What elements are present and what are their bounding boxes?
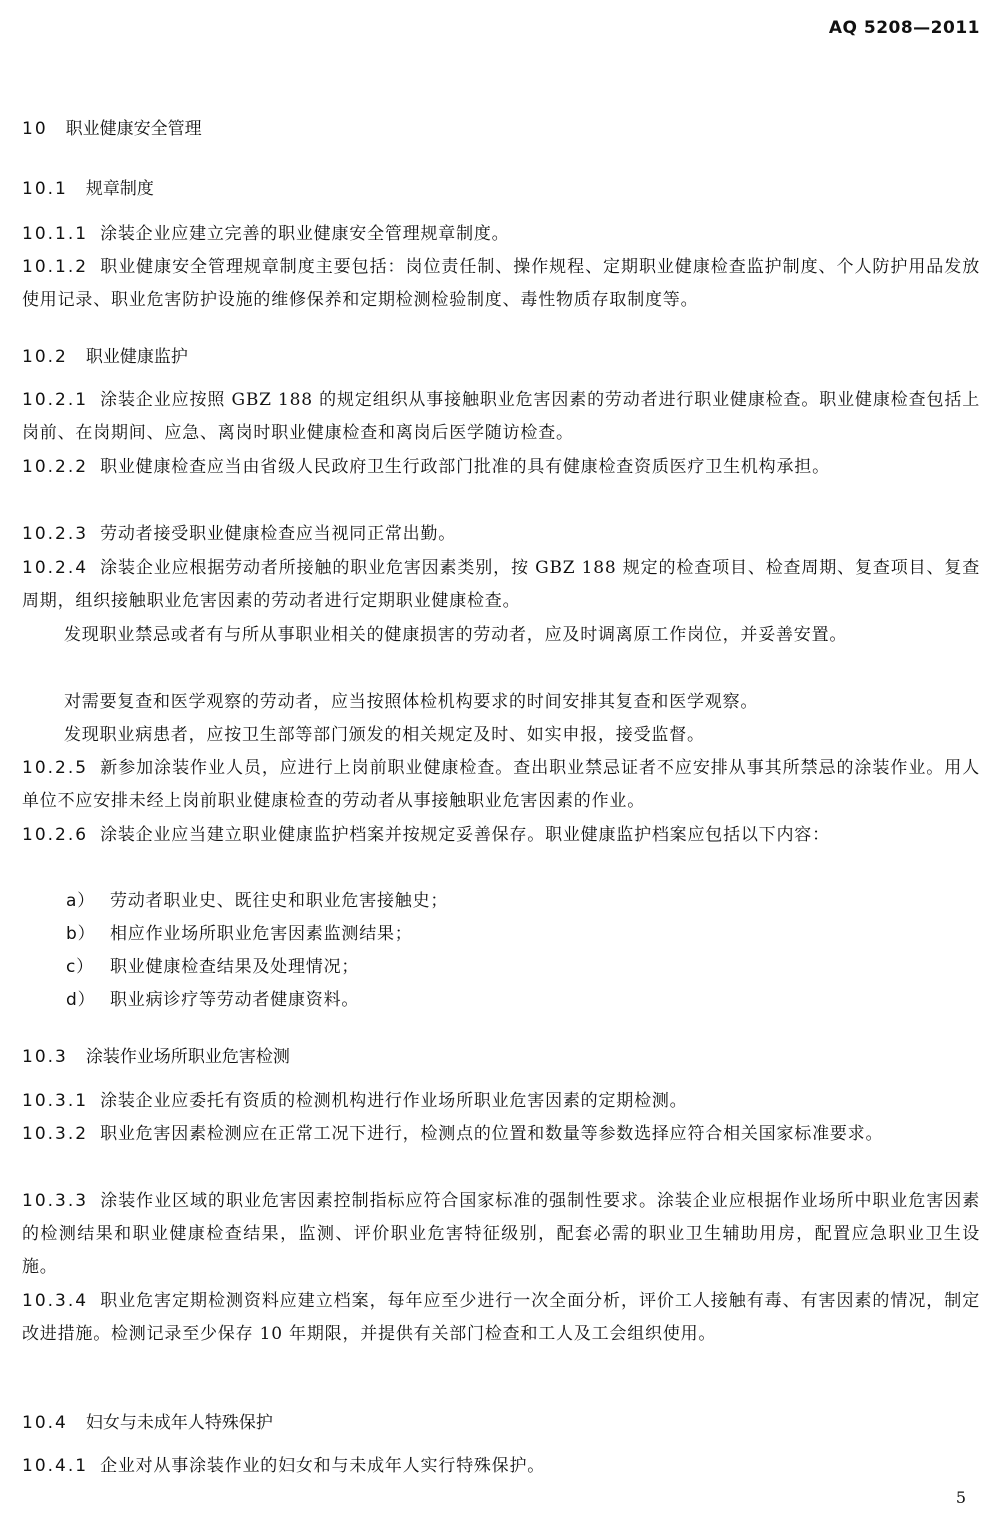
clause-10-2-1 bbox=[22, 384, 980, 450]
clause-number: 10.2.5 bbox=[22, 758, 89, 778]
page-number: 5 bbox=[955, 1488, 966, 1507]
clause-number: 10.2.2 bbox=[22, 457, 89, 477]
section-heading-10-1 bbox=[22, 174, 154, 199]
clause-10-3-4 bbox=[22, 1285, 980, 1351]
list-text: 相应作业场所职业危害因素监测结果； bbox=[110, 924, 413, 944]
clause-10-2-4-para-a: 发现职业禁忌或者有与所从事职业相关的健康损害的劳动者，应及时调离原工作岗位，并妥善安置。 bbox=[64, 625, 848, 645]
list-marker: b） bbox=[66, 924, 96, 944]
list-item bbox=[66, 918, 413, 951]
clause-number: 10.2.1 bbox=[22, 390, 89, 410]
section-heading-10 bbox=[22, 114, 202, 139]
section-heading-10-2 bbox=[22, 342, 188, 367]
section-title: 涂装作业场所职业危害检测 bbox=[85, 1047, 290, 1067]
clause-text: 职业危害因素检测应在正常工况下进行，检测点的位置和数量等参数选择应符合相关国家标准要求。 bbox=[100, 1124, 884, 1144]
list-marker: a） bbox=[66, 891, 96, 911]
clause-number: 10.1.2 bbox=[22, 257, 89, 277]
section-title: 规章制度 bbox=[85, 179, 154, 199]
clause-10-3-3 bbox=[22, 1185, 980, 1284]
section-title: 职业健康安全管理 bbox=[65, 119, 202, 139]
clause-number: 10.2.3 bbox=[22, 524, 89, 544]
clause-10-2-4-para-c: 发现职业病患者，应按卫生部等部门颁发的相关规定及时、如实申报，接受监督。 bbox=[64, 725, 705, 745]
clause-number: 10.2.4 bbox=[22, 558, 89, 578]
clause-number: 10.1.1 bbox=[22, 224, 89, 244]
clause-text: 涂装企业应建立完善的职业健康安全管理规章制度。 bbox=[100, 224, 510, 244]
clause-text: 职业健康安全管理规章制度主要包括：岗位责任制、操作规程、定期职业健康检查监护制度、个人防护用品发放使用记录、职业危害防护设施的维修保养和定期检测检验制度、毒性物质存取制度等。 bbox=[22, 257, 980, 310]
section-number: 10 bbox=[22, 119, 48, 139]
section-heading-10-4 bbox=[22, 1408, 273, 1433]
clause-10-1-2 bbox=[22, 251, 980, 317]
clause-10-2-2 bbox=[22, 451, 980, 484]
clause-text: 涂装企业应当建立职业健康监护档案并按规定妥善保存。职业健康监护档案应包括以下内容： bbox=[100, 825, 830, 845]
clause-10-3-2 bbox=[22, 1118, 980, 1151]
section-title: 职业健康监护 bbox=[85, 347, 188, 367]
clause-10-1-1 bbox=[22, 218, 980, 251]
clause-10-4-1 bbox=[22, 1450, 980, 1483]
clause-text: 涂装企业应按照 GBZ 188 的规定组织从事接触职业危害因素的劳动者进行职业健康检查。职业健康检查包括上岗前、在岗期间、应急、离岗时职业健康检查和离岗后医学随访检查。 bbox=[22, 390, 980, 443]
clause-text: 涂装企业应委托有资质的检测机构进行作业场所职业危害因素的定期检测。 bbox=[100, 1091, 688, 1111]
list-item bbox=[66, 885, 448, 918]
clause-number: 10.3.3 bbox=[22, 1191, 89, 1211]
section-number: 10.2 bbox=[22, 347, 68, 367]
clause-10-2-4 bbox=[22, 552, 980, 618]
clause-text: 职业危害定期检测资料应建立档案，每年应至少进行一次全面分析，评价工人接触有毒、有害因素的情况，制定改进措施。检测记录至少保存 10 年期限，并提供有关部门检查和工人及工会组织使用。 bbox=[22, 1291, 980, 1344]
list-text: 劳动者职业史、既往史和职业危害接触史； bbox=[110, 891, 449, 911]
clause-text: 新参加涂装作业人员，应进行上岗前职业健康检查。查出职业禁忌证者不应安排从事其所禁忌的涂装作业。用人单位不应安排未经上岗前职业健康检查的劳动者从事接触职业危害因素的作业。 bbox=[22, 758, 980, 811]
clause-number: 10.3.1 bbox=[22, 1091, 89, 1111]
section-number: 10.4 bbox=[22, 1413, 68, 1433]
clause-10-3-1 bbox=[22, 1085, 980, 1118]
clause-10-2-4-para-b: 对需要复查和医学观察的劳动者，应当按照体检机构要求的时间安排其复查和医学观察。 bbox=[64, 692, 759, 712]
list-text: 职业健康检查结果及处理情况； bbox=[110, 957, 360, 977]
standard-code: AQ 5208—2011 bbox=[828, 18, 980, 38]
clause-number: 10.2.6 bbox=[22, 825, 89, 845]
list-item bbox=[66, 984, 359, 1017]
clause-number: 10.3.2 bbox=[22, 1124, 89, 1144]
list-marker: c） bbox=[66, 957, 94, 977]
clause-text: 涂装企业应根据劳动者所接触的职业危害因素类别，按 GBZ 188 规定的检查项目、检查周期、复查项目、复查周期，组织接触职业危害因素的劳动者进行定期职业健康检查。 bbox=[22, 558, 980, 611]
list-marker: d） bbox=[66, 990, 96, 1010]
section-number: 10.1 bbox=[22, 179, 68, 199]
section-title: 妇女与未成年人特殊保护 bbox=[85, 1413, 273, 1433]
section-number: 10.3 bbox=[22, 1047, 68, 1067]
list-text: 职业病诊疗等劳动者健康资料。 bbox=[110, 990, 360, 1010]
clause-text: 职业健康检查应当由省级人民政府卫生行政部门批准的具有健康检查资质医疗卫生机构承担。 bbox=[100, 457, 830, 477]
clause-10-2-3 bbox=[22, 518, 980, 551]
clause-text: 劳动者接受职业健康检查应当视同正常出勤。 bbox=[100, 524, 457, 544]
clause-text: 企业对从事涂装作业的妇女和与未成年人实行特殊保护。 bbox=[100, 1456, 546, 1476]
list-item bbox=[66, 951, 359, 984]
clause-10-2-5 bbox=[22, 752, 980, 818]
clause-number: 10.3.4 bbox=[22, 1291, 89, 1311]
clause-text: 涂装作业区域的职业危害因素控制指标应符合国家标准的强制性要求。涂装企业应根据作业场所中职业危害因素的检测结果和职业健康检查结果，监测、评价职业危害特征级别，配套必需的职业卫生辅助用房，配置应急职业卫生设施。 bbox=[22, 1191, 980, 1277]
clause-number: 10.4.1 bbox=[22, 1456, 89, 1476]
clause-10-2-6 bbox=[22, 819, 980, 852]
section-heading-10-3 bbox=[22, 1042, 290, 1067]
